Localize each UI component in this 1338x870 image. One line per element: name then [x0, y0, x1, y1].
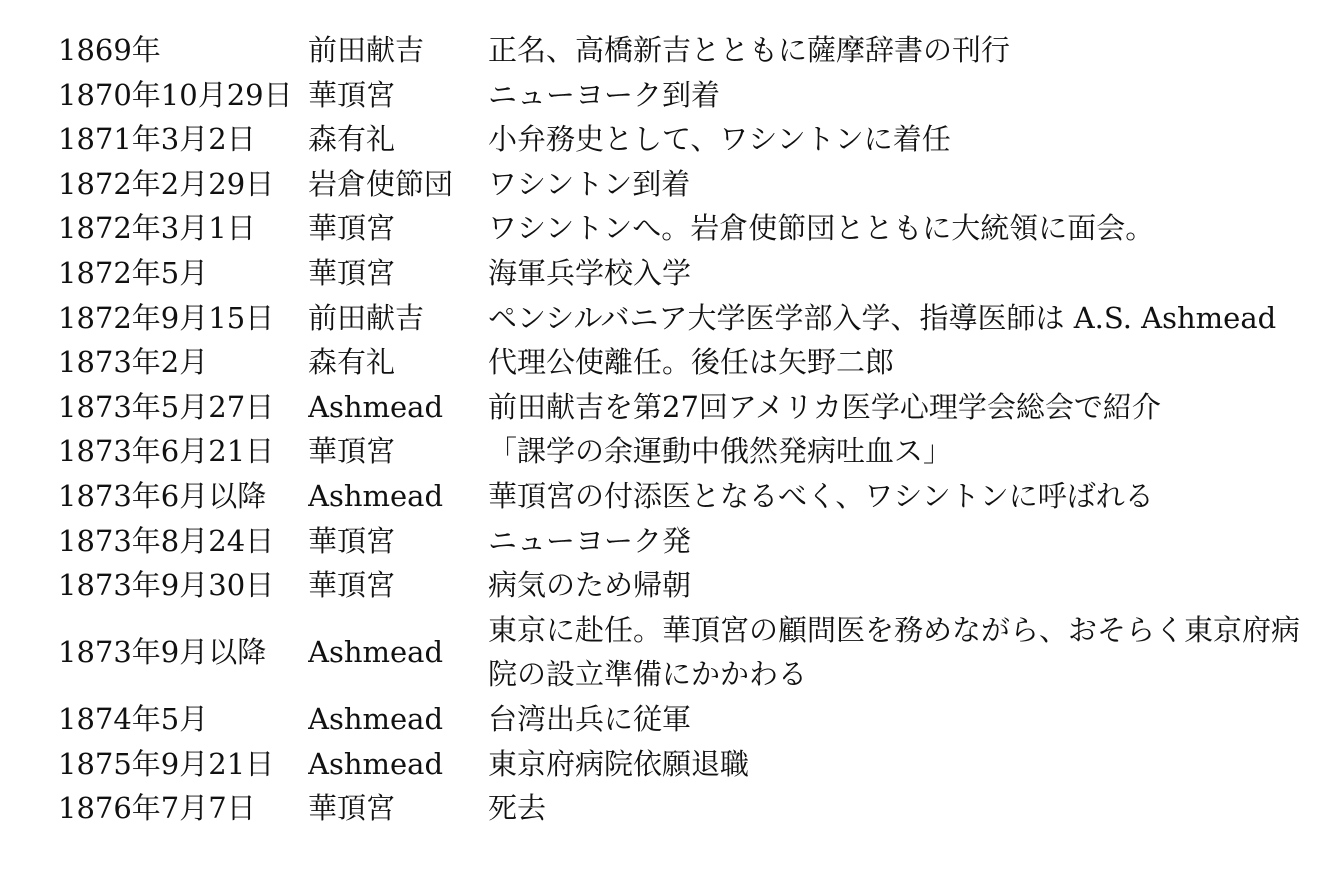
date-cell: 1872年5月: [58, 255, 209, 290]
person-cell: Ashmead: [308, 478, 444, 513]
date-cell: 1871年3月2日: [58, 122, 256, 157]
table-row: [58, 742, 1308, 787]
person-cell: Ashmead: [308, 746, 444, 781]
date-cell: 1873年9月30日: [58, 568, 275, 603]
person-cell: 岩倉使節団: [308, 166, 454, 201]
event-cell: 前田献吉を第27回アメリカ医学心理学会総会で紹介: [488, 389, 1161, 424]
date-cell: 1873年8月24日: [58, 523, 275, 558]
person-cell: 華頂宮: [308, 255, 396, 290]
date-cell: 1870年10月29日: [58, 77, 293, 112]
date-cell: 1874年5月: [58, 701, 209, 736]
event-cell: 代理公使離任。後任は矢野二郎: [488, 345, 895, 380]
person-cell: 前田献吉: [308, 300, 425, 335]
person-cell: 森有礼: [308, 345, 396, 380]
person-cell: Ashmead: [308, 635, 444, 670]
event-cell: ニューヨーク発: [488, 523, 692, 558]
person-cell: 華頂宮: [308, 434, 396, 469]
person-cell: 華頂宮: [308, 791, 396, 826]
table-row: [58, 251, 1308, 296]
table-row: [58, 117, 1308, 162]
event-cell: ペンシルバニア大学医学部入学、指導医師は A.S. Ashmead: [488, 300, 1277, 335]
table-row: [58, 385, 1308, 430]
event-cell: 小弁務史として、ワシントンに着任: [488, 122, 951, 157]
event-cell: 死去: [488, 791, 547, 826]
event-cell: 病気のため帰朝: [488, 568, 692, 603]
event-cell: 東京府病院依願退職: [488, 746, 750, 781]
person-cell: 前田献吉: [308, 33, 425, 67]
date-cell: 1873年6月以降: [58, 478, 267, 513]
event-cell: 東京に赴任。華頂宮の顧問医を務めながら、おそらく東京府病院の設立準備にかかわる: [488, 612, 1301, 692]
event-cell: 華頂宮の付添医となるべく、ワシントンに呼ばれる: [488, 478, 1154, 513]
table-row: [58, 429, 1308, 474]
event-cell: ニューヨーク到着: [488, 77, 721, 112]
table-row: [58, 340, 1308, 385]
table-row: [58, 786, 1308, 831]
event-cell: 正名、高橋新吉とともに薩摩辞書の刊行: [488, 33, 1011, 67]
person-cell: Ashmead: [308, 389, 444, 424]
timeline-body: [58, 28, 1308, 831]
person-cell: 華頂宮: [308, 211, 396, 246]
table-row: [58, 608, 1308, 697]
date-cell: 1873年2月: [58, 345, 209, 380]
person-cell: Ashmead: [308, 701, 444, 736]
event-cell: ワシントン到着: [488, 166, 691, 201]
table-row: [58, 697, 1308, 742]
table-row: [58, 296, 1308, 341]
date-cell: 1872年2月29日: [58, 166, 275, 201]
table-row: [58, 28, 1308, 73]
date-cell: 1875年9月21日: [58, 746, 275, 781]
date-cell: 1869年: [58, 33, 161, 67]
date-cell: 1873年5月27日: [58, 389, 275, 424]
date-cell: 1873年9月以降: [58, 635, 267, 670]
person-cell: 華頂宮: [308, 523, 396, 558]
table-row: [58, 206, 1308, 251]
table-row: [58, 519, 1308, 564]
person-cell: 華頂宮: [308, 568, 396, 603]
event-cell: ワシントンへ。岩倉使節団とともに大統領に面会。: [488, 211, 1155, 246]
table-row: [58, 474, 1308, 519]
date-cell: 1872年9月15日: [58, 300, 275, 335]
table-row: [58, 162, 1308, 207]
date-cell: 1876年7月7日: [58, 791, 256, 826]
event-cell: 台湾出兵に従軍: [488, 701, 692, 736]
event-cell: 「課学の余運動中俄然発病吐血ス」: [488, 434, 953, 469]
person-cell: 森有礼: [308, 122, 396, 157]
table-row: [58, 73, 1308, 118]
date-cell: 1873年6月21日: [58, 434, 275, 469]
person-cell: 華頂宮: [308, 77, 396, 112]
event-cell: 海軍兵学校入学: [488, 255, 692, 290]
timeline-table: [58, 28, 1308, 831]
table-row: [58, 563, 1308, 608]
date-cell: 1872年3月1日: [58, 211, 256, 246]
